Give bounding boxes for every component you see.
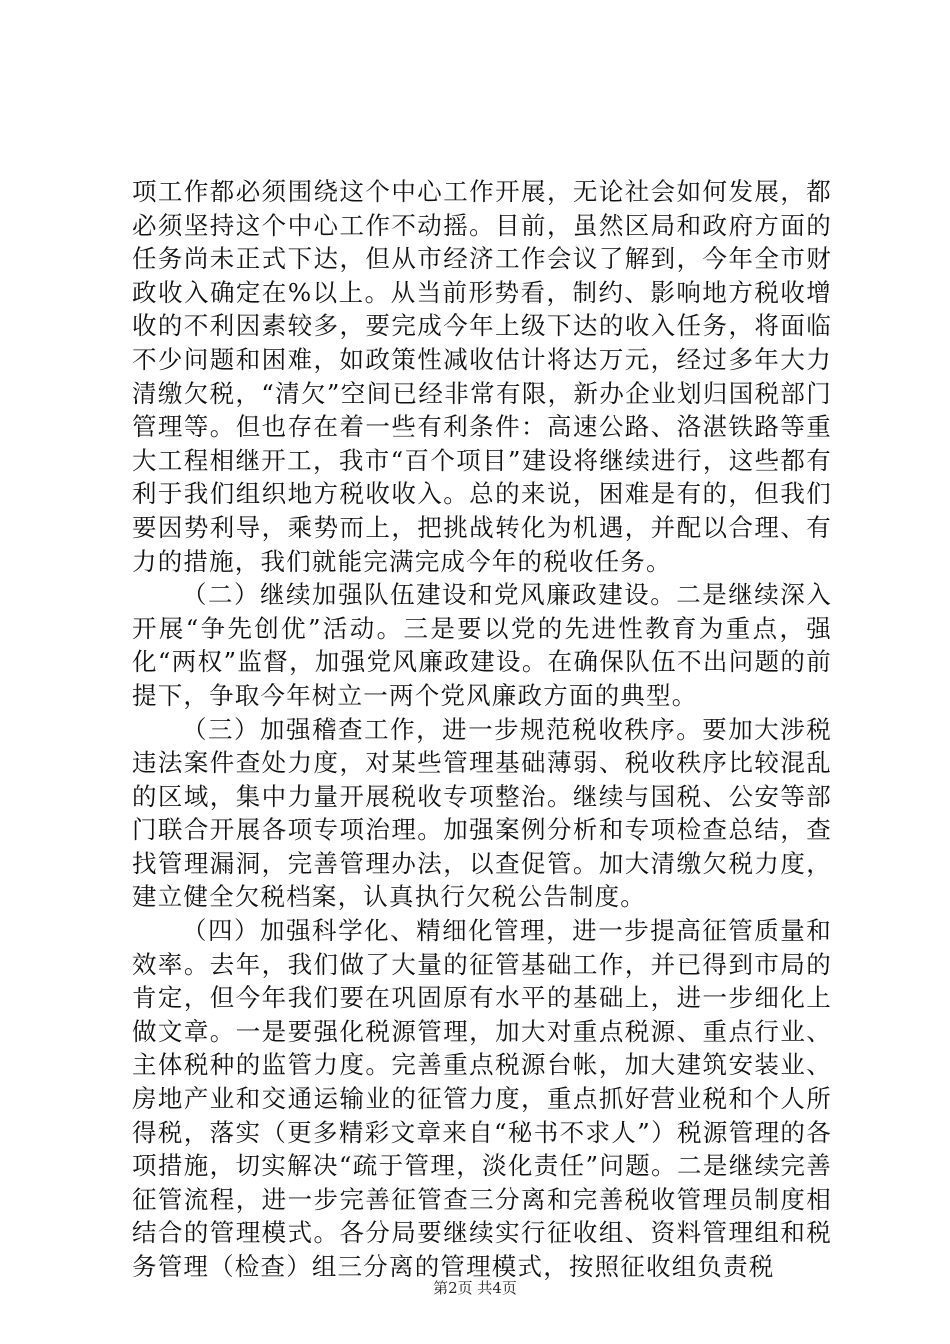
document-body (132, 175, 832, 1284)
paragraph-section-4: （四）加强科学化、精细化管理，进一步提高征管质量和效率。去年，我们做了大量的征管基础工作，并已得到市局的肯定，但今年我们要在巩固原有水平的基础上，进一步细化上做文章。一是要强化税源管理，加大对重点税源、重点行业、主体税种的监管力度。完善重点税源台帐，加大建筑安装业、房地产业和交通运输业的征管力度，重点抓好营业税和个人所得税，落实（更多精彩文章来自“秘书不求人”）税源管理的各项措施，切实解决“疏于管理，淡化责任”问题。二是继续完善征管流程，进一步完善征管查三分离和完善税收管理员制度相结合的管理模式。各分局要继续实行征收组、资料管理组和税务管理（检查）组三分离的管理模式，按照征收组负责税 (132, 916, 832, 1281)
paragraph-section-3: （三）加强稽查工作，进一步规范税收秩序。要加大涉税违法案件查处力度，对某些管理基础薄弱、税收秩序比较混乱的区域，集中力量开展税收专项整治。继续与国税、公安等部门联合开展各项专项治理。加强案例分析和专项检查总结，查找管理漏洞，完善管理办法，以查促管。加大清缴欠税力度，建立健全欠税档案，认真执行欠税公告制度。 (132, 714, 832, 912)
paragraph-continuation: 项工作都必须围绕这个中心工作开展，无论社会如何发展，都必须坚持这个中心工作不动摇。目前，虽然区局和政府方面的任务尚未正式下达，但从市经济工作会议了解到，今年全市财政收入确定在%以上。从当前形势看，制约、影响地方税收增收的不利因素较多，要完成今年上级下达的收入任务，将面临不少问题和困难，如政策性减收估计将达万元，经过多年大力清缴欠税，“清欠”空间已经非常有限，新办企业划归国税部门管理等。但也存在着一些有利条件：高速公路、洛湛铁路等重大工程相继开工，我市“百个项目”建设将继续进行，这些都有利于我们组织地方税收收入。总的来说，困难是有的，但我们要因势利导，乘势而上，把挑战转化为机遇，并配以合理、有力的措施，我们就能完满完成今年的税收任务。 (132, 177, 832, 576)
paragraph-section-2: （二）继续加强队伍建设和党风廉政建设。二是继续深入开展“争先创优”活动。三是要以党的先进性教育为重点，强化“两权”监督，加强党风廉政建设。在确保队伍不出问题的前提下，争取今年树立一两个党风廉政方面的典型。 (132, 580, 832, 710)
page-footer: 第2页 共4页 (433, 1279, 517, 1297)
